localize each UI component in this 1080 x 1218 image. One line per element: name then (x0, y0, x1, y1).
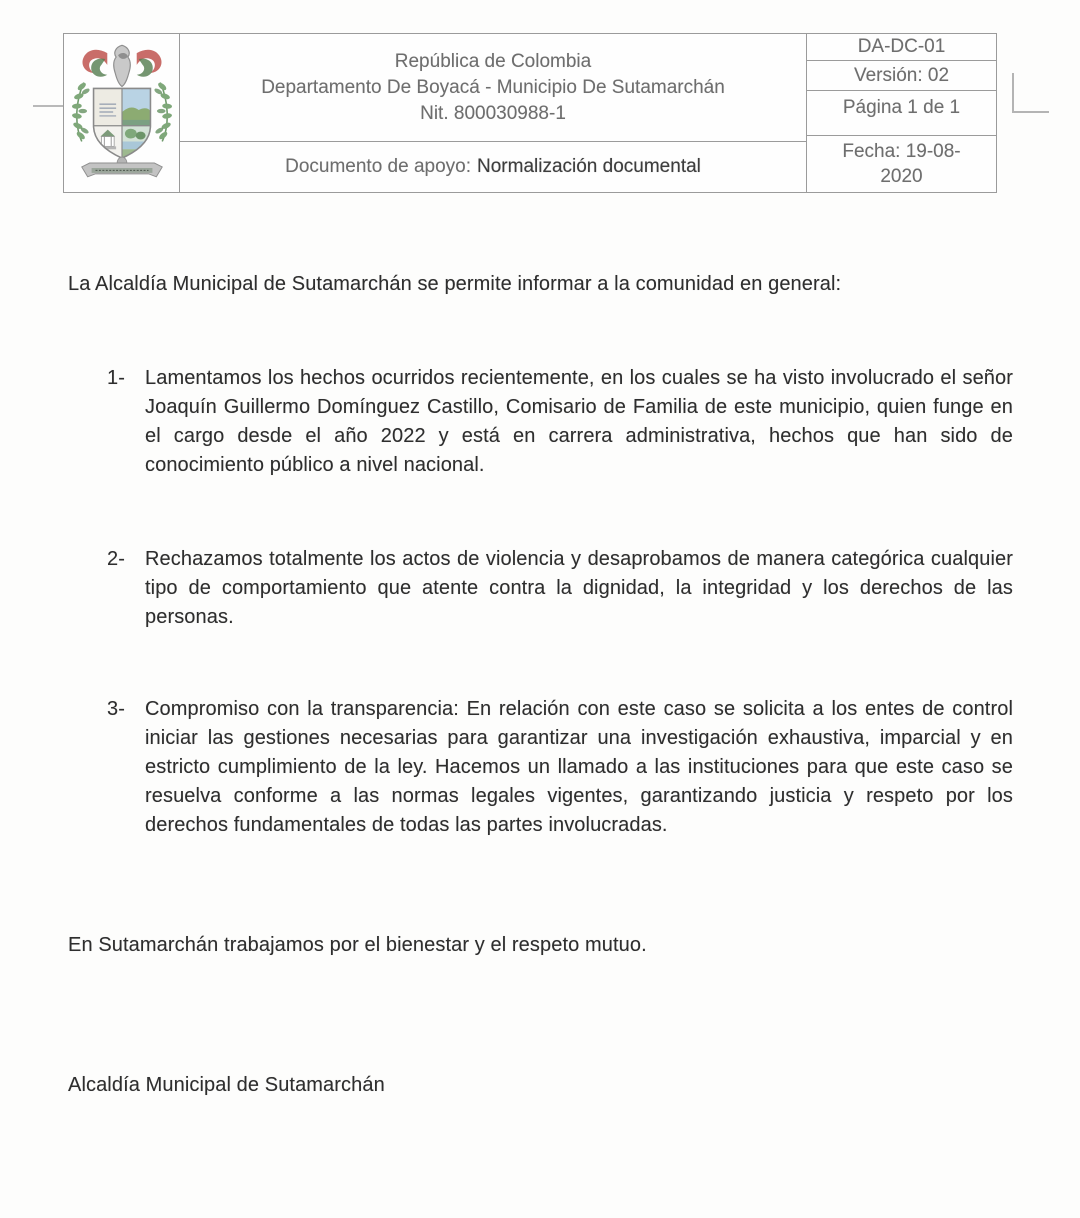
list-item-3 (68, 695, 1013, 840)
document-type-value: Normalización documental (477, 156, 701, 177)
list-item-1-text: Lamentamos los hechos ocurridos recientemente, en los cuales se ha visto involucrado el señor Joaquín Guillermo Domínguez Castillo, Comisario de Familia de este municipio, quien funge en el cargo desde el año 2022 y está en carrera administrativa, hechos que han sido de conocimiento público a nivel nacional. (145, 367, 1013, 476)
logo-cell (64, 34, 180, 192)
list-item-2 (68, 545, 1013, 632)
document-type-row (180, 142, 806, 192)
document-page-count: Página 1 de 1 (807, 91, 996, 136)
entity-name-block (180, 34, 806, 142)
list-item-2-number: 2- (107, 548, 125, 570)
document-version: Versión: 02 (807, 61, 996, 91)
entity-country: República de Colombia (394, 50, 592, 72)
document-code: DA-DC-01 (807, 34, 996, 61)
list-item-3-number: 3- (107, 698, 125, 720)
sutamarchan-coat-of-arms-icon (70, 39, 174, 187)
document-date: Fecha: 19-08-2020 (842, 141, 961, 187)
list-item-3-text: Compromiso con la transparencia: En relación con este caso se solicita a los entes de control iniciar las gestiones necesarias para garantizar una investigación exhaustiva, imparcial y en estricto cumplimiento de la ley. Hacemos un llamado a las instituciones para que este caso se resuelva conforme a las normas legales vigentes, garantizando justicia y respeto por los derechos fundamentales de todas las partes involucradas. (145, 698, 1013, 836)
list-item-1-number: 1- (107, 367, 125, 389)
entity-department-municipality: Departamento De Boyacá - Municipio De Sutamarchán (261, 76, 725, 98)
entity-nit: Nit. 800030988-1 (420, 102, 566, 124)
document-type-label: Documento de apoyo: (285, 156, 471, 177)
left-crop-mark (33, 105, 65, 107)
right-crop-mark (1012, 73, 1049, 113)
intro-paragraph: La Alcaldía Municipal de Sutamarchán se permite informar a la comunidad en general: (68, 273, 842, 295)
header-meta-cell (806, 34, 996, 192)
list-item-1 (68, 364, 1013, 480)
header-table (63, 33, 997, 193)
header-entity-cell (180, 34, 806, 192)
list-item-2-text: Rechazamos totalmente los actos de violencia y desaprobamos de manera categórica cualquier tipo de comportamiento que atente contra la dignidad, la integridad y los derechos de las personas. (145, 548, 1013, 628)
closing-paragraph: En Sutamarchán trabajamos por el bienestar y el respeto mutuo. (68, 934, 647, 956)
signature-line: Alcaldía Municipal de Sutamarchán (68, 1074, 385, 1096)
